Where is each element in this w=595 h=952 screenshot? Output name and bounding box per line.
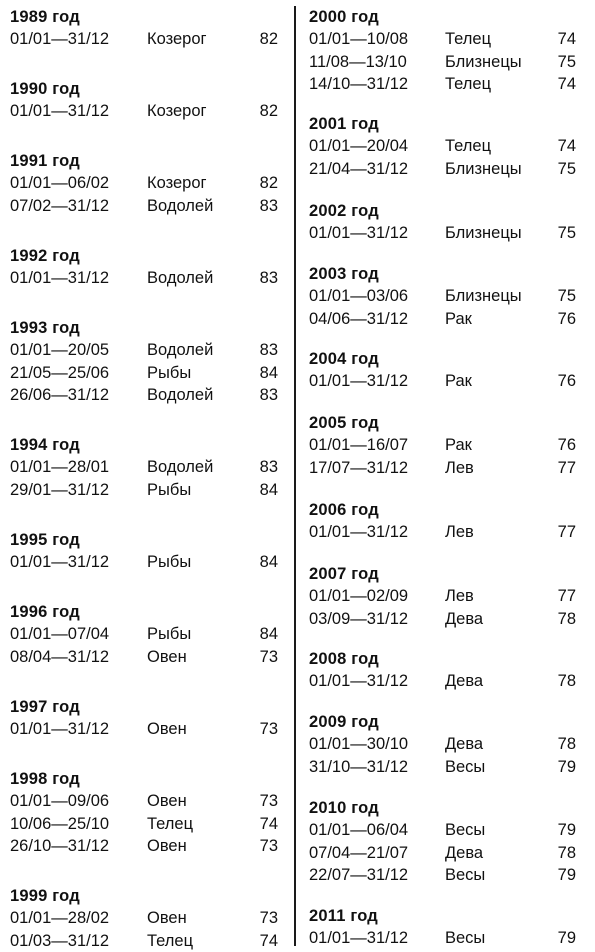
sign-number: 75 (557, 52, 576, 71)
date-range: 01/01—31/12 (10, 720, 110, 738)
year-block (309, 648, 581, 693)
zodiac-sign: Водолей (147, 341, 214, 359)
zodiac-sign: Близнецы (445, 287, 522, 305)
zodiac-sign: Рак (445, 436, 472, 454)
zodiac-sign: Овен (147, 647, 187, 666)
zodiac-sign: Водолей (147, 458, 214, 476)
year-heading: 1999 год (10, 887, 80, 905)
sign-number: 79 (557, 757, 576, 776)
table-row (10, 551, 282, 574)
sign-number: 78 (557, 672, 576, 690)
date-range: 01/01—06/04 (309, 821, 409, 839)
year-heading: 2005 год (309, 414, 379, 432)
sign-number: 79 (557, 929, 576, 947)
sign-number: 78 (557, 843, 576, 862)
date-range: 14/10—31/12 (309, 75, 409, 93)
zodiac-sign: Дева (445, 672, 484, 690)
date-range: 01/01—07/04 (10, 625, 110, 643)
date-range: 01/01—31/12 (10, 102, 110, 120)
sign-number: 76 (557, 309, 576, 328)
sign-number: 74 (557, 30, 576, 48)
table-row (10, 930, 282, 952)
zodiac-sign: Лев (445, 523, 474, 541)
sign-number: 74 (557, 75, 576, 93)
zodiac-sign: Близнецы (445, 52, 522, 71)
sign-number: 73 (259, 909, 278, 927)
table-row (309, 51, 581, 74)
date-range: 21/04—31/12 (309, 159, 409, 178)
sign-number: 78 (557, 735, 576, 753)
zodiac-sign: Дева (445, 609, 484, 628)
date-range: 01/01—20/04 (309, 137, 409, 155)
year-block (10, 317, 282, 407)
date-range: 01/01—31/12 (10, 30, 110, 48)
table-row (309, 819, 581, 842)
date-range: 01/01—31/12 (309, 672, 409, 690)
sign-number: 78 (557, 609, 576, 628)
sign-number: 84 (259, 625, 278, 643)
date-range: 01/01—31/12 (309, 372, 409, 390)
sign-number: 75 (557, 224, 576, 242)
date-range: 01/01—30/10 (309, 735, 409, 753)
table-row (309, 670, 581, 693)
sign-number: 73 (259, 837, 278, 855)
table-row (10, 456, 282, 479)
zodiac-sign: Лев (445, 587, 474, 605)
zodiac-sign: Лев (445, 458, 474, 477)
table-row (10, 907, 282, 930)
table-row (309, 733, 581, 756)
table-row (309, 308, 581, 331)
zodiac-sign: Весы (445, 757, 486, 776)
table-row (10, 384, 282, 407)
table-row (309, 222, 581, 245)
zodiac-sign: Водолей (147, 196, 214, 215)
table-row (309, 864, 581, 887)
date-range: 01/01—20/05 (10, 341, 110, 359)
sign-number: 83 (259, 458, 278, 476)
year-block (309, 348, 581, 393)
date-range: 31/10—31/12 (309, 757, 409, 776)
year-block (309, 113, 581, 180)
year-block (309, 412, 581, 479)
table-row (10, 479, 282, 502)
date-range: 08/04—31/12 (10, 647, 110, 666)
table-row (309, 927, 581, 950)
sign-number: 83 (259, 386, 278, 404)
sign-number: 75 (557, 287, 576, 305)
year-block (309, 263, 581, 330)
date-range: 07/04—21/07 (309, 843, 409, 862)
table-row (10, 267, 282, 290)
date-range: 04/06—31/12 (309, 309, 409, 328)
zodiac-sign: Телец (445, 75, 492, 93)
zodiac-sign: Козерог (147, 174, 207, 192)
sign-number: 82 (259, 174, 278, 192)
sign-number: 82 (259, 30, 278, 48)
table-row (10, 28, 282, 51)
sign-number: 74 (557, 137, 576, 155)
zodiac-sign: Овен (147, 720, 187, 738)
year-block (10, 768, 282, 858)
table-row (309, 135, 581, 158)
year-heading: 2000 год (309, 8, 379, 26)
year-heading: 1994 год (10, 436, 80, 454)
year-block (10, 885, 282, 952)
date-range: 01/01—28/01 (10, 458, 110, 476)
date-range: 22/07—31/12 (309, 866, 409, 884)
date-range: 01/01—09/06 (10, 792, 110, 810)
zodiac-sign: Овен (147, 909, 187, 927)
zodiac-sign: Дева (445, 735, 484, 753)
sign-number: 79 (557, 821, 576, 839)
year-heading: 2006 год (309, 501, 379, 519)
date-range: 01/01—31/12 (10, 269, 110, 287)
date-range: 01/01—31/12 (309, 929, 409, 947)
date-range: 01/03—31/12 (10, 931, 110, 950)
sign-number: 73 (259, 720, 278, 738)
sign-number: 83 (259, 196, 278, 215)
date-range: 01/01—31/12 (309, 523, 409, 541)
zodiac-sign: Близнецы (445, 159, 522, 178)
column-divider (294, 6, 296, 946)
sign-number: 76 (557, 372, 576, 390)
year-heading: 2003 год (309, 265, 379, 283)
zodiac-sign: Козерог (147, 102, 207, 120)
year-heading: 1991 год (10, 152, 80, 170)
year-block (309, 499, 581, 544)
table-row (309, 608, 581, 631)
table-row (309, 28, 581, 51)
sign-number: 79 (557, 866, 576, 884)
date-range: 01/01—10/08 (309, 30, 409, 48)
sign-number: 73 (259, 792, 278, 810)
year-block (309, 563, 581, 630)
zodiac-sign: Рак (445, 372, 472, 390)
zodiac-sign: Телец (147, 814, 194, 833)
date-range: 10/06—25/10 (10, 814, 110, 833)
table-row (10, 362, 282, 385)
sign-number: 77 (557, 587, 576, 605)
year-block (309, 797, 581, 887)
year-heading: 2001 год (309, 115, 379, 133)
table-row (309, 521, 581, 544)
zodiac-sign: Весы (445, 929, 486, 947)
zodiac-sign: Козерог (147, 30, 207, 48)
date-range: 26/06—31/12 (10, 386, 110, 404)
sign-number: 75 (557, 159, 576, 178)
table-row (10, 646, 282, 669)
year-block (309, 6, 581, 96)
year-heading: 1990 год (10, 80, 80, 98)
table-row (10, 835, 282, 858)
zodiac-sign: Овен (147, 792, 187, 810)
year-block (10, 434, 282, 501)
year-block (10, 696, 282, 741)
year-block (10, 601, 282, 668)
table-row (10, 172, 282, 195)
year-heading: 2010 год (309, 799, 379, 817)
date-range: 01/01—16/07 (309, 436, 409, 454)
zodiac-sign: Рыбы (147, 625, 192, 643)
zodiac-sign: Водолей (147, 269, 214, 287)
year-heading: 1998 год (10, 770, 80, 788)
table-row (309, 434, 581, 457)
table-row (10, 718, 282, 741)
year-heading: 2011 год (309, 907, 378, 925)
date-range: 01/01—31/12 (10, 553, 110, 571)
year-heading: 1992 год (10, 247, 80, 265)
year-block (10, 150, 282, 217)
zodiac-sign: Телец (445, 30, 492, 48)
zodiac-sign: Рыбы (147, 553, 192, 571)
zodiac-sign: Весы (445, 821, 486, 839)
table-row (10, 623, 282, 646)
date-range: 26/10—31/12 (10, 837, 110, 855)
year-block (10, 245, 282, 290)
sign-number: 77 (557, 523, 576, 541)
sign-number: 74 (259, 814, 278, 833)
sign-number: 76 (557, 436, 576, 454)
year-heading: 1995 год (10, 531, 80, 549)
table-row (10, 813, 282, 836)
sign-number: 77 (557, 458, 576, 477)
year-heading: 2008 год (309, 650, 379, 668)
year-block (309, 905, 581, 950)
zodiac-sign: Рыбы (147, 480, 192, 499)
sign-number: 74 (259, 931, 278, 950)
sign-number: 82 (259, 102, 278, 120)
date-range: 17/07—31/12 (309, 458, 409, 477)
table-row (309, 756, 581, 779)
date-range: 01/01—28/02 (10, 909, 110, 927)
table-row (309, 285, 581, 308)
table-row (309, 457, 581, 480)
year-heading: 1989 год (10, 8, 80, 26)
zodiac-sign: Рак (445, 309, 472, 328)
zodiac-sign: Водолей (147, 386, 214, 404)
date-range: 11/08—13/10 (309, 52, 407, 71)
year-heading: 2004 год (309, 350, 379, 368)
year-heading: 1993 год (10, 319, 80, 337)
table-row (309, 158, 581, 181)
sign-number: 73 (259, 647, 278, 666)
zodiac-sign: Дева (445, 843, 484, 862)
table-row (10, 195, 282, 218)
table-row (309, 585, 581, 608)
date-range: 01/01—02/09 (309, 587, 409, 605)
zodiac-sign: Близнецы (445, 224, 522, 242)
date-range: 07/02—31/12 (10, 196, 110, 215)
zodiac-sign: Весы (445, 866, 486, 884)
date-range: 29/01—31/12 (10, 480, 110, 499)
table-row (309, 73, 581, 96)
date-range: 03/09—31/12 (309, 609, 409, 628)
date-range: 01/01—03/06 (309, 287, 409, 305)
year-block (10, 6, 282, 51)
year-block (309, 711, 581, 778)
table-row (10, 339, 282, 362)
sign-number: 84 (259, 363, 278, 382)
zodiac-sign: Телец (147, 931, 194, 950)
date-range: 01/01—31/12 (309, 224, 409, 242)
sign-number: 83 (259, 269, 278, 287)
year-block (309, 200, 581, 245)
year-heading: 2009 год (309, 713, 379, 731)
table-row (10, 100, 282, 123)
sign-number: 84 (259, 480, 278, 499)
sign-number: 83 (259, 341, 278, 359)
date-range: 21/05—25/06 (10, 363, 110, 382)
year-block (10, 529, 282, 574)
sign-number: 84 (259, 553, 278, 571)
year-heading: 1996 год (10, 603, 80, 621)
table-row (10, 790, 282, 813)
year-heading: 1997 год (10, 698, 80, 716)
table-row (309, 842, 581, 865)
date-range: 01/01—06/02 (10, 174, 110, 192)
year-heading: 2002 год (309, 202, 379, 220)
year-block (10, 78, 282, 123)
table-row (309, 370, 581, 393)
zodiac-sign: Рыбы (147, 363, 192, 382)
zodiac-sign: Телец (445, 137, 492, 155)
zodiac-sign: Овен (147, 837, 187, 855)
year-heading: 2007 год (309, 565, 379, 583)
